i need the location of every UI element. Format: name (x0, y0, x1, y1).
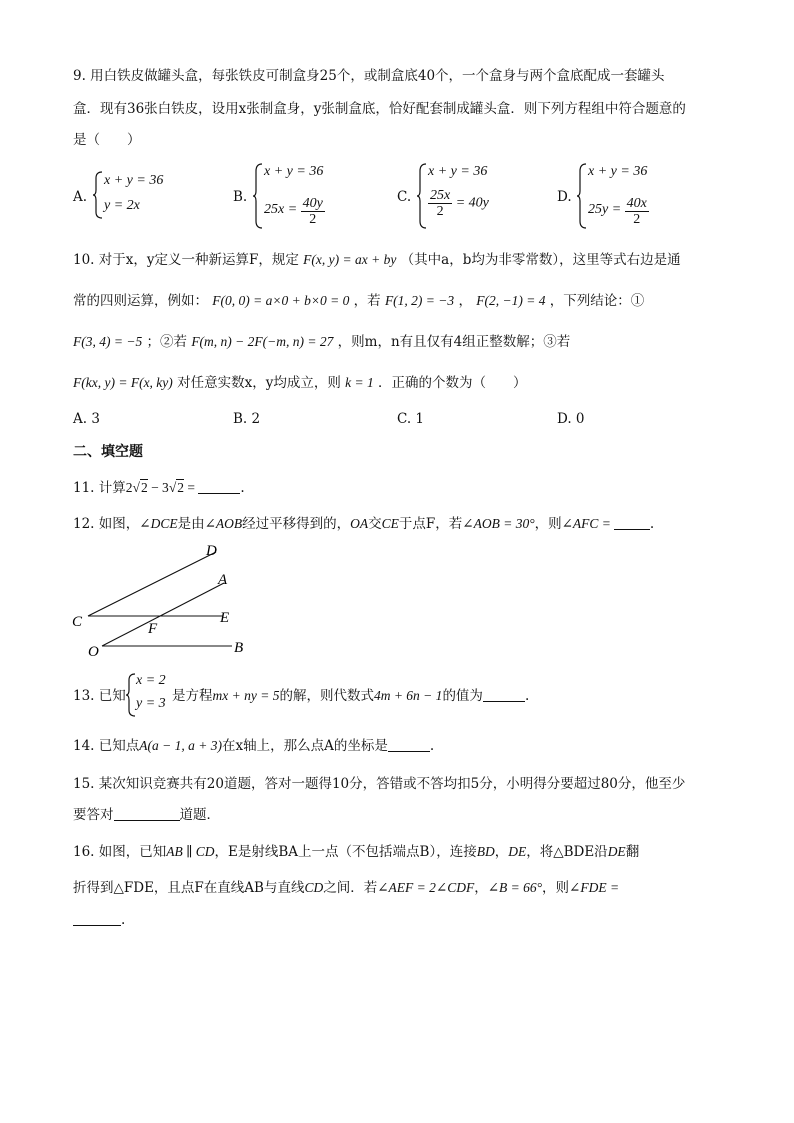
q14-point: A(a − 1, a + 3) (139, 738, 222, 753)
label-e: E (220, 610, 230, 626)
q12-text-a: 12. 如图， (73, 516, 140, 532)
q15-line2-a: 要答对 (73, 807, 114, 823)
q10-option-b: B. 2 (233, 411, 261, 427)
q16-ask: ∠FDE = (569, 880, 620, 895)
numerator: 25x (430, 188, 451, 203)
sqrt-icon: √ (132, 480, 140, 495)
q11-prefix: 11. 计算 (73, 480, 126, 496)
q11-coef1: 2 (125, 480, 133, 495)
q13-text-a: 是方程 (172, 688, 213, 704)
q16-line1-c: ， (494, 844, 509, 860)
q11-equals: = (183, 480, 199, 495)
q9-option-b-eq2 (264, 196, 325, 227)
q12-angle-dce: ∠DCE (139, 516, 178, 531)
q15-line2 (73, 806, 220, 824)
q12-line (73, 515, 654, 533)
label-a: A (218, 572, 228, 588)
q16-fold-line: DE (607, 844, 626, 859)
q10-line3-b: ，则m，n有且仅有4组正整数解；③若 (337, 334, 571, 350)
q16-condition1: ∠AEF = 2∠CDF (377, 880, 475, 895)
q10-condition1: F(1, 2) = −3 (384, 293, 455, 308)
q12-condition: ∠AOB = 30° (462, 516, 535, 531)
denominator: 2 (309, 212, 317, 227)
q16-parallel: AB ∥ CD (166, 844, 215, 859)
brace-icon (416, 162, 428, 230)
q13-text-c: 的值为 (442, 688, 483, 704)
q9-option-a-system (92, 170, 182, 220)
q12-ask: ∠AFC = (561, 516, 611, 531)
q10-line4-a: 对任意实数x，y均成立，则 (177, 375, 341, 391)
q10-line2-d: ，下列结论：① (549, 293, 645, 309)
q12-text-c: 经过平移得到的， (242, 516, 351, 532)
q14-text: 在x轴上，那么点A的坐标是 (221, 738, 388, 754)
q9-line2: 盒．现有36张白铁皮，设用x张制盒身，y张制盒底，恰好配套制成罐头盒．则下列方程组中符合题意的 (73, 101, 686, 117)
q10-line3-a: ；②若 (146, 334, 188, 350)
q9-option-d-eq2-left: 25y = (588, 202, 622, 217)
q12-text-b: 是由 (177, 516, 205, 532)
q15-line1: 15. 某次知识竞赛共有20道题，答对一题得10分，答错或不答均扣5分，小明得分要超过80分，他至少 (73, 776, 686, 792)
q10-conclusion1: F(3, 4) = −5 (73, 334, 143, 349)
answer-blank[interactable] (73, 913, 121, 926)
q9-option-d-label: D. (557, 189, 572, 205)
q9-option-c-system (416, 162, 516, 232)
brace-icon (92, 170, 104, 220)
q9-option-d-eq1: x + y = 36 (588, 164, 648, 179)
q9-option-c-eq2 (428, 188, 489, 219)
q16-seg-bd: BD (476, 844, 495, 859)
q10-line2-c: ， (458, 293, 472, 309)
q14-line (73, 737, 434, 755)
q10-example-formula: F(0, 0) = a×0 + b×0 = 0 (212, 293, 350, 308)
q13-system (126, 672, 176, 718)
q12-seg-ce: CE (381, 516, 399, 531)
q10-line4 (73, 374, 527, 392)
q14-prefix: 14. 已知点 (73, 738, 140, 754)
q12-text-e: 于点F，若 (398, 516, 463, 532)
q16-line1-e: 翻 (625, 844, 640, 860)
q13-sys-eq1: x = 2 (136, 673, 166, 688)
label-f: F (148, 621, 158, 637)
q9-option-a-eq1: x + y = 36 (104, 173, 164, 188)
q16-line1 (73, 843, 639, 861)
q16-line-cd: CD (304, 880, 324, 895)
q11-line (73, 479, 245, 497)
q10-option-a: A. 3 (73, 411, 100, 427)
q10-condition2: F(2, −1) = 4 (476, 293, 546, 308)
q10-line4-b: ．正确的个数为（ ） (378, 375, 527, 391)
q12-text-f: ，则 (534, 516, 562, 532)
q16-line1-b: ，E是射线BA上一点（不包括端点B），连接 (214, 844, 477, 860)
q11-radicand1: 2 (140, 480, 148, 495)
label-d: D (206, 543, 217, 559)
q9-option-d-eq2 (588, 196, 649, 227)
q9-option-b-system (252, 162, 352, 232)
numerator: 40y (302, 196, 323, 211)
q12-figure (66, 538, 266, 664)
q13-sys-eq2: y = 3 (136, 696, 166, 711)
q9-option-a-eq2: y = 2x (104, 198, 140, 213)
q10-line2 (73, 292, 644, 310)
answer-blank[interactable] (614, 517, 650, 530)
q9-option-c-label: C. (397, 189, 412, 205)
q16-seg-de: DE (508, 844, 527, 859)
brace-icon (126, 672, 136, 718)
q10-line1-a: 10. 对于x，y定义一种新运算F，规定 (73, 252, 299, 268)
q12-text-d: 交 (368, 516, 382, 532)
q13-text-b: 的解，则代数式 (279, 688, 374, 704)
q16-line2 (73, 879, 619, 897)
brace-icon (252, 162, 264, 230)
q10-line1-b: （其中a，b均为非零常数），这里等式右边是通 (400, 252, 681, 268)
sqrt-icon: √ (168, 480, 177, 495)
q9-option-a-label: A. (73, 189, 88, 205)
fraction (428, 188, 452, 219)
q12-seg-oa: OA (350, 516, 369, 531)
q11-suffix: . (240, 480, 245, 496)
q13-equation: mx + ny = 5 (212, 688, 280, 703)
q10-line1 (73, 251, 681, 269)
q10-conclusion2-formula: F(m, n) − 2F(−m, n) = 27 (191, 334, 334, 349)
q10-conclusion3-k: k = 1 (345, 375, 374, 390)
answer-blank[interactable] (114, 808, 180, 821)
q11-radicand2: 2 (177, 480, 184, 495)
q13-rest (172, 687, 529, 705)
q10-line2-a: 常的四则运算，例如： (73, 293, 208, 309)
brace-icon (576, 162, 588, 230)
answer-blank[interactable] (198, 481, 240, 494)
q9-option-c-eq2-right: = 40y (455, 195, 489, 211)
line-cd (88, 552, 216, 616)
fraction (301, 196, 325, 227)
q11-minus: − 3 (147, 480, 169, 495)
q9-option-d-system (576, 162, 676, 232)
answer-blank[interactable] (483, 689, 525, 702)
label-o: O (88, 644, 99, 660)
q9-option-b-label: B. (233, 189, 248, 205)
q16-line2-c: ， (474, 880, 488, 896)
numerator: 40x (626, 196, 647, 211)
q10-line2-b: ，若 (353, 293, 381, 309)
section-title: 二、填空题 (73, 444, 143, 460)
q13-suffix: . (524, 688, 530, 704)
q16-line2-d: ，则 (542, 880, 570, 896)
q13-expression: 4m + 6n − 1 (373, 688, 443, 703)
denominator: 2 (633, 212, 641, 227)
q12-suffix: . (649, 516, 655, 532)
q10-line3 (73, 333, 570, 351)
q10-option-c: C. 1 (397, 411, 425, 427)
label-b: B (234, 640, 244, 656)
fraction (625, 196, 649, 227)
q15-line2-b: 道题． (179, 807, 220, 823)
q16-line2-b: 之间．若 (323, 880, 378, 896)
q9-option-b-eq2-left: 25x = (264, 202, 298, 217)
q16-suffix: . (121, 912, 126, 928)
q14-suffix: . (429, 738, 435, 754)
q9-line1: 9. 用白铁皮做罐头盒，每张铁皮可制盒身25个，或制盒底40个，一个盒身与两个盒底配成一套罐头 (73, 68, 665, 84)
q13-prefix: 13. 已知 (73, 688, 126, 704)
answer-blank[interactable] (388, 739, 430, 752)
q16-line1-d: ，将△BDE沿 (526, 844, 608, 860)
label-c: C (72, 614, 83, 630)
q16-line1-a: 16. 如图，已知 (73, 844, 167, 860)
q9-line3: 是（ ） (73, 132, 141, 148)
q12-angle-aob: ∠AOB (204, 516, 243, 531)
q16-line3 (73, 911, 125, 929)
q16-line2-a: 折得到△FDE，且点F在直线AB与直线 (73, 880, 305, 896)
q10-def-formula: F(x, y) = ax + by (303, 252, 397, 267)
denominator: 2 (436, 204, 444, 219)
q16-condition2: ∠B = 66° (487, 880, 543, 895)
q10-conclusion3-formula: F(kx, y) = F(x, ky) (73, 375, 173, 390)
line-oa (102, 583, 224, 646)
q9-option-c-eq1: x + y = 36 (428, 164, 488, 179)
q10-option-d: D. 0 (557, 411, 585, 427)
q9-option-b-eq1: x + y = 36 (264, 164, 324, 179)
